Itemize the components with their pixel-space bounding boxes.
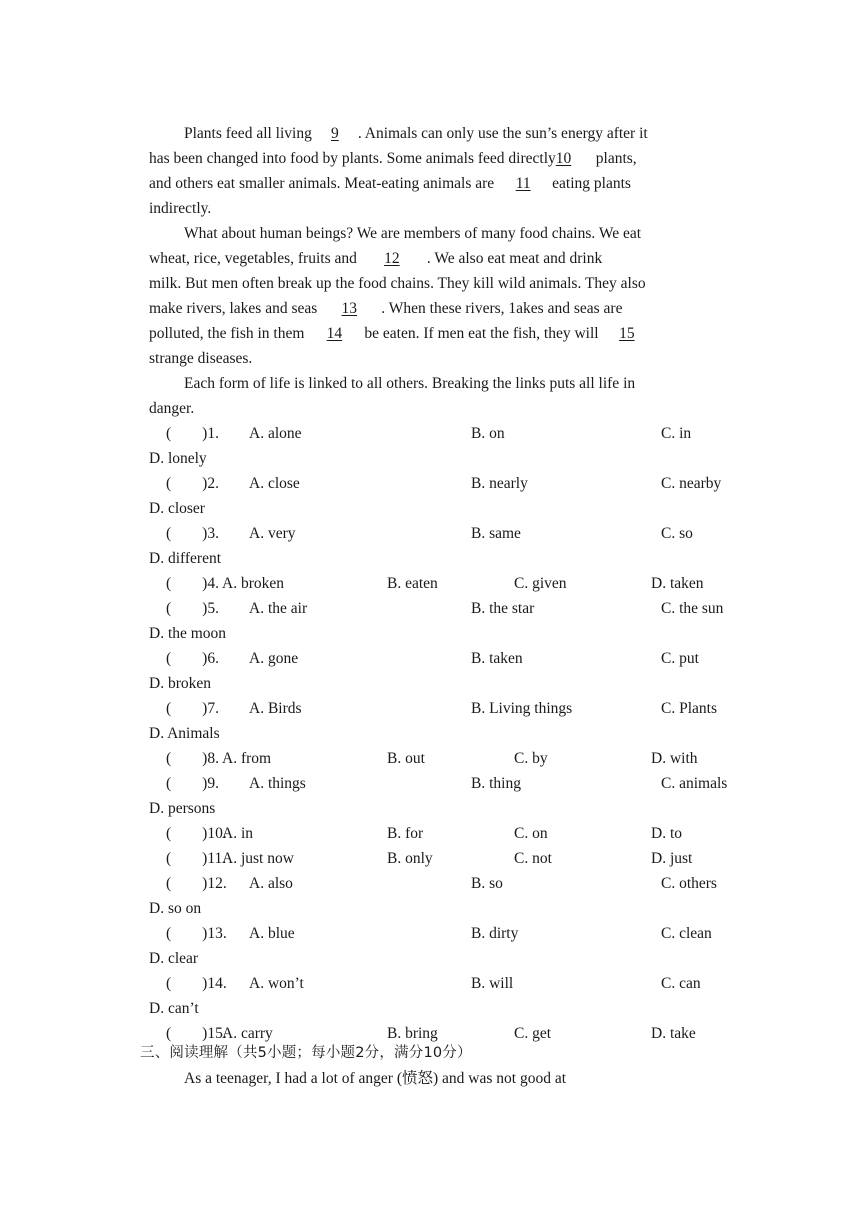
- question-number: ( )12.: [166, 875, 227, 892]
- question-number: ( )1.: [166, 425, 219, 442]
- question-number: ( )11.: [166, 850, 227, 867]
- option-c: C. can: [661, 975, 701, 992]
- blank-10: 10: [555, 150, 572, 167]
- question-row: [149, 921, 711, 946]
- question-row: [149, 746, 711, 771]
- section-heading: 三、阅读理解（共5小题；每小题2分，满分10分）: [140, 1045, 472, 1061]
- option-b: B. will: [471, 975, 514, 992]
- question-number: ( )9.: [166, 775, 219, 792]
- option-d: D. to: [651, 825, 682, 842]
- option-a: A. blue: [249, 925, 295, 942]
- question-number: ( )14.: [166, 975, 227, 992]
- option-c: C. by: [514, 750, 548, 767]
- question-number: ( )4.: [166, 575, 219, 592]
- option-d: D. taken: [651, 575, 704, 592]
- option-c: C. in: [661, 425, 692, 442]
- question-row-cont: [149, 796, 711, 821]
- question-row-cont: [149, 896, 711, 921]
- blank-12: 12: [384, 250, 400, 267]
- option-d: D. take: [651, 1025, 696, 1042]
- option-c: C. get: [514, 1025, 552, 1042]
- question-row-cont: [149, 996, 711, 1021]
- question-row: [149, 971, 711, 996]
- option-d: D. clear: [149, 950, 199, 967]
- question-row-cont: [149, 496, 711, 521]
- option-c: C. put: [661, 650, 699, 667]
- blank-15: 15: [619, 325, 635, 342]
- option-a: A. carry: [222, 1025, 273, 1042]
- passage-line: wheat, rice, vegetables, fruits and 12 . We also eat meat and drink: [149, 246, 711, 271]
- option-d: D. closer: [149, 500, 205, 517]
- option-c: C. nearby: [661, 475, 722, 492]
- option-a: A. won’t: [249, 975, 304, 992]
- passage-line: Each form of life is linked to all others. Breaking the links puts all life in: [184, 375, 636, 392]
- question-number: ( )13.: [166, 925, 227, 942]
- question-row: [149, 771, 728, 796]
- option-a: A. alone: [249, 425, 302, 442]
- blank-13: 13: [341, 300, 358, 317]
- option-d: D. so on: [149, 900, 202, 917]
- option-a: A. Birds: [249, 700, 302, 717]
- option-d: D. Animals: [149, 725, 220, 742]
- option-d: D. can’t: [149, 1000, 199, 1017]
- question-number: ( )15.: [166, 1025, 227, 1042]
- option-c: C. animals: [661, 775, 728, 792]
- option-b: B. eaten: [387, 575, 438, 592]
- passage-line: As a teenager, I had a lot of anger (愤怒) and was not good at: [184, 1070, 567, 1087]
- blank-14: 14: [326, 325, 343, 342]
- question-row: [149, 846, 711, 871]
- question-row: [149, 596, 724, 621]
- question-row: [149, 646, 711, 671]
- option-c: C. Plants: [661, 700, 717, 717]
- option-c: C. the sun: [661, 600, 724, 617]
- question-row: [149, 571, 711, 596]
- option-a: A. broken: [222, 575, 284, 592]
- question-number: ( )6.: [166, 650, 219, 667]
- option-b: B. out: [387, 750, 425, 767]
- option-b: B. only: [387, 850, 433, 867]
- question-row-cont: [149, 721, 711, 746]
- option-c: C. not: [514, 850, 552, 867]
- option-a: A. in: [222, 825, 253, 842]
- option-d: D. broken: [149, 675, 211, 692]
- passage-line: and others eat smaller animals. Meat-eating animals are 11 eating plants: [149, 171, 711, 196]
- option-d: D. with: [651, 750, 698, 767]
- passage-line: strange diseases.: [149, 350, 253, 367]
- question-number: ( )3.: [166, 525, 219, 542]
- passage-line: indirectly.: [149, 200, 212, 217]
- question-number: ( )8.: [166, 750, 219, 767]
- question-row: [149, 521, 711, 546]
- option-b: B. taken: [471, 650, 523, 667]
- option-b: B. nearly: [471, 475, 528, 492]
- option-d: D. different: [149, 550, 222, 567]
- question-number: ( )2.: [166, 475, 219, 492]
- question-number: ( )5.: [166, 600, 219, 617]
- passage-line: has been changed into food by plants. Some animals feed directly10 plants,: [149, 146, 711, 171]
- option-c: C. so: [661, 525, 693, 542]
- option-d: D. persons: [149, 800, 216, 817]
- question-row: [149, 821, 711, 846]
- option-a: A. from: [222, 750, 272, 767]
- option-a: A. just now: [222, 850, 294, 867]
- option-c: C. on: [514, 825, 548, 842]
- question-number: ( )7.: [166, 700, 219, 717]
- option-c: C. clean: [661, 925, 712, 942]
- question-row-cont: [149, 446, 711, 471]
- question-row: [149, 471, 722, 496]
- option-a: A. things: [249, 775, 306, 792]
- option-a: A. very: [249, 525, 296, 542]
- option-b: B. dirty: [471, 925, 519, 942]
- question-row-cont: [149, 946, 711, 971]
- option-b: B. the star: [471, 600, 535, 617]
- question-row: [149, 871, 717, 896]
- option-c: C. others: [661, 875, 717, 892]
- option-b: B. bring: [387, 1025, 438, 1042]
- question-row-cont: [149, 621, 711, 646]
- passage-line: Plants feed all living 9 . Animals can only use the sun’s energy after it: [184, 121, 711, 146]
- option-d: D. the moon: [149, 625, 227, 642]
- option-b: B. same: [471, 525, 521, 542]
- passage-line: What about human beings? We are members of many food chains. We eat: [184, 225, 642, 242]
- question-row: [149, 696, 717, 721]
- passage-line: make rivers, lakes and seas 13 . When these rivers, 1akes and seas are: [149, 296, 711, 321]
- question-row-cont: [149, 671, 711, 696]
- question-row-cont: [149, 546, 711, 571]
- option-a: A. gone: [249, 650, 299, 667]
- passage-line: polluted, the fish in them 14 be eaten. If men eat the fish, they will 15: [149, 321, 711, 346]
- option-c: C. given: [514, 575, 567, 592]
- option-a: A. the air: [249, 600, 308, 617]
- option-a: A. also: [249, 875, 293, 892]
- blank-9: 9: [330, 125, 339, 142]
- blank-11: 11: [515, 175, 531, 192]
- option-b: B. so: [471, 875, 503, 892]
- question-row: [149, 421, 711, 446]
- question-number: ( )10.: [166, 825, 227, 842]
- option-d: D. just: [651, 850, 693, 867]
- passage-line: danger.: [149, 400, 195, 417]
- option-a: A. close: [249, 475, 300, 492]
- option-b: B. on: [471, 425, 505, 442]
- passage-line: milk. But men often break up the food chains. They kill wild animals. They also: [149, 275, 646, 292]
- option-d: D. lonely: [149, 450, 207, 467]
- option-b: B. Living things: [471, 700, 573, 717]
- option-b: B. thing: [471, 775, 521, 792]
- option-b: B. for: [387, 825, 424, 842]
